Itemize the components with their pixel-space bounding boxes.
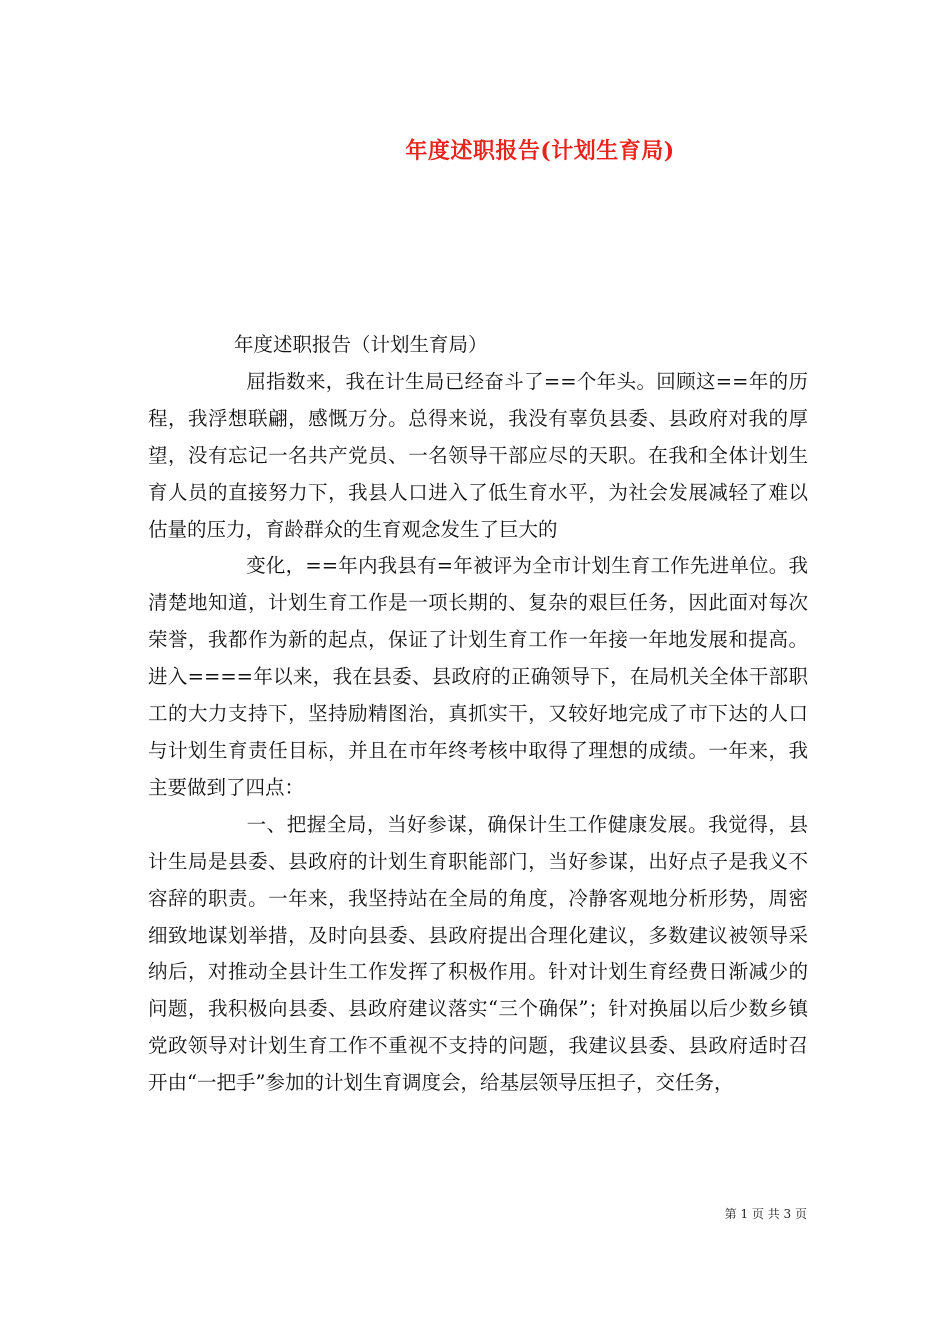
page-title: 年度述职报告(计划生育局) [405, 138, 675, 164]
paragraph-1 [148, 364, 808, 549]
paragraph-2 [148, 548, 808, 806]
paragraph-1-text: 屈指数来，我在计生局已经奋斗了==个年头。回顾这==年的历程，我浮想联翩，感慨万分。总得来说，我没有辜负县委、县政府对我的厚望，没有忘记一名共产党员、一名领导干部应尽的天职。在我和全体计划生育人员的直接努力下，我县人口进入了低生育水平，为社会发展减轻了难以估量的压力，育龄群众的生育观念发生了巨大的 [148, 369, 808, 541]
document-subtitle: 年度述职报告（计划生育局） [234, 333, 488, 356]
document-body [148, 327, 808, 1102]
paragraph-3-text: 一、把握全局，当好参谋，确保计生工作健康发展。我觉得，县计生局是县委、县政府的计划生育职能部门，当好参谋，出好点子是我义不容辞的职责。一年来，我坚持站在全局的角度，冷静客观地分析形势，周密细致地谋划举措，及时向县委、县政府提出合理化建议，多数建议被领导采纳后，对推动全县计生工作发挥了积极作用。针对计划生育经费日渐减少的问题，我积极向县委、县政府建议落实“三个确保”；针对换届以后少数乡镇党政领导对计划生育工作不重视不支持的问题，我建议县委、县政府适时召开由“一把手”参加的计划生育调度会，给基层领导压担子，交任务， [148, 812, 808, 1095]
paragraph-3 [148, 807, 808, 1102]
page-indicator: 第 1 页 共 3 页 [724, 1207, 807, 1221]
paragraph-2-text: 变化，==年内我县有=年被评为全市计划生育工作先进单位。我清楚地知道，计划生育工作是一项长期的、复杂的艰巨任务，因此面对每次荣誉，我都作为新的起点，保证了计划生育工作一年接一年地发展和提高。进入====年以来，我在县委、县政府的正确领导下，在局机关全体干部职工的大力支持下，坚持励精图治，真抓实干，又较好地完成了市下达的人口与计划生育责任目标，并且在市年终考核中取得了理想的成绩。一年来，我主要做到了四点： [148, 554, 808, 799]
